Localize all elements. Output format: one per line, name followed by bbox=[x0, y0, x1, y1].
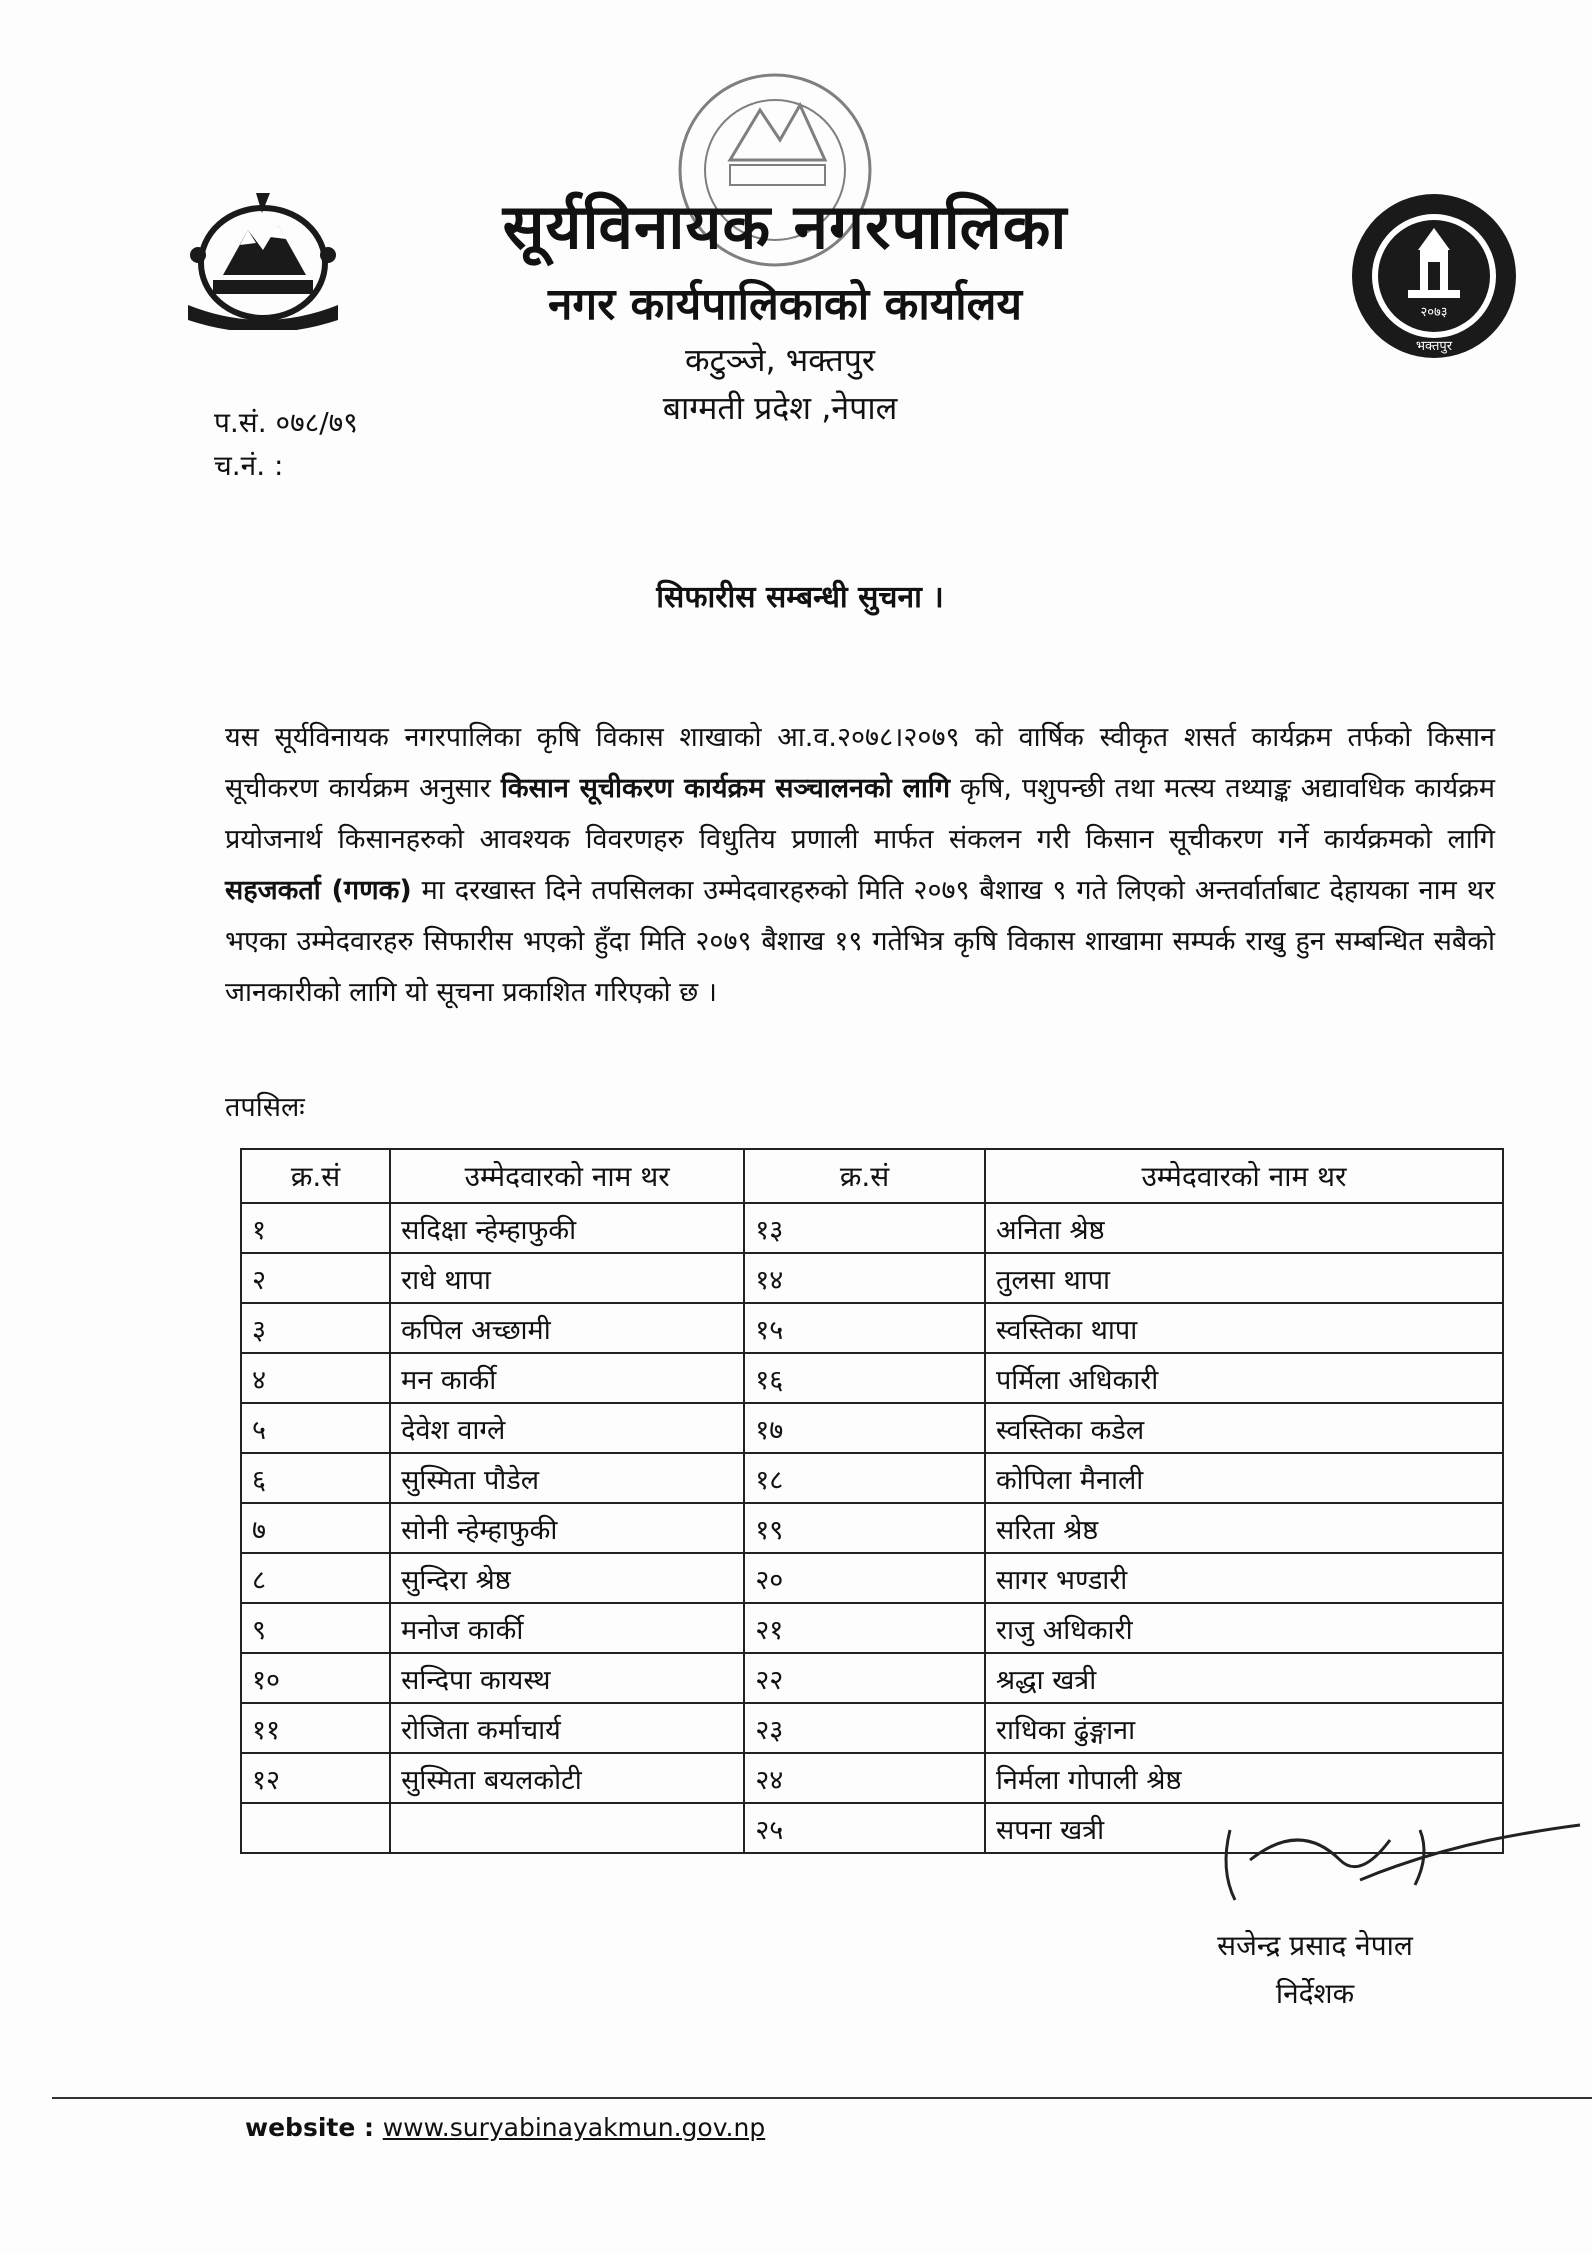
annex-label: तपसिलः bbox=[225, 1092, 305, 1123]
name-cell: मन कार्की bbox=[390, 1353, 744, 1403]
notice-body-bold2: सहजकर्ता (गणक) bbox=[225, 875, 412, 906]
candidates-table bbox=[240, 1148, 1504, 1854]
name-cell: स्वस्तिका कडेल bbox=[985, 1403, 1503, 1453]
website-link[interactable]: www.suryabinayakmun.gov.np bbox=[382, 2113, 766, 2142]
serial-cell: २२ bbox=[744, 1653, 985, 1703]
name-cell: श्रद्धा खत्री bbox=[985, 1653, 1503, 1703]
name-cell: सन्दिपा कायस्थ bbox=[390, 1653, 744, 1703]
name-cell: अनिता श्रेष्ठ bbox=[985, 1203, 1503, 1253]
name-cell: सागर भण्डारी bbox=[985, 1553, 1503, 1603]
office-address-line1: कटुञ्जे, भक्तपुर bbox=[685, 341, 875, 379]
serial-cell: १ bbox=[241, 1203, 390, 1253]
notice-body bbox=[225, 712, 1495, 1018]
serial-cell: १६ bbox=[744, 1353, 985, 1403]
notice-title: सिफारीस सम्बन्धी सुचना । bbox=[656, 580, 944, 615]
header-name-left: उम्मेदवारको नाम थर bbox=[390, 1149, 744, 1203]
header-serial-left: क्र.सं bbox=[241, 1149, 390, 1203]
table-row bbox=[241, 1753, 1503, 1803]
name-cell: सोनी न्हेम्हाफुकी bbox=[390, 1503, 744, 1553]
serial-cell: १९ bbox=[744, 1503, 985, 1553]
name-cell: देवेश वाग्ले bbox=[390, 1403, 744, 1453]
serial-cell: २५ bbox=[744, 1803, 985, 1853]
serial-cell: ४ bbox=[241, 1353, 390, 1403]
name-cell: पर्मिला अधिकारी bbox=[985, 1353, 1503, 1403]
table-row bbox=[241, 1503, 1503, 1553]
header-serial-right: क्र.सं bbox=[744, 1149, 985, 1203]
table-row bbox=[241, 1553, 1503, 1603]
serial-cell: ७ bbox=[241, 1503, 390, 1553]
table-row bbox=[241, 1653, 1503, 1703]
table-row bbox=[241, 1403, 1503, 1453]
name-cell: सुस्मिता पौडेल bbox=[390, 1453, 744, 1503]
name-cell: रोजिता कर्माचार्य bbox=[390, 1703, 744, 1753]
office-subtitle: नगर कार्यपालिकाको कार्यालय bbox=[548, 279, 1022, 330]
serial-cell: १८ bbox=[744, 1453, 985, 1503]
signatory-designation: निर्देशक bbox=[1275, 1977, 1355, 2010]
name-cell: सरिता श्रेष्ठ bbox=[985, 1503, 1503, 1553]
serial-cell: २ bbox=[241, 1253, 390, 1303]
serial-cell bbox=[241, 1803, 390, 1853]
footer-website bbox=[245, 2108, 765, 2148]
serial-cell: २१ bbox=[744, 1603, 985, 1653]
website-label: website : bbox=[245, 2113, 383, 2142]
notice-body-part2: कृषि, पशुपन्छी तथा मत्स्य तथ्याङ्क अद्यावधिक कार्यक्रम प्रयोजनार्थ किसानहरुको आवश्यक विवरणहरु विधुतिय प्रणाली मार्फत संकलन गरी किसान सूचीकरण गर्ने कार्यक्रमको लागि bbox=[225, 773, 1495, 855]
table-header-row bbox=[241, 1149, 1503, 1203]
serial-cell: १० bbox=[241, 1653, 390, 1703]
serial-cell: १२ bbox=[241, 1753, 390, 1803]
name-cell: स्वस्तिका थापा bbox=[985, 1303, 1503, 1353]
table-row bbox=[241, 1453, 1503, 1503]
name-cell: राधिका ढुंङ्गाना bbox=[985, 1703, 1503, 1753]
seal-year: २०७३ bbox=[1420, 305, 1448, 320]
signatory-name: सजेन्द्र प्रसाद नेपाल bbox=[1217, 1929, 1413, 1962]
table-row bbox=[241, 1703, 1503, 1753]
serial-cell: १५ bbox=[744, 1303, 985, 1353]
dispatch-number: च.नं. : bbox=[214, 449, 284, 482]
table-row bbox=[241, 1253, 1503, 1303]
serial-cell: ३ bbox=[241, 1303, 390, 1353]
name-cell: तुलसा थापा bbox=[985, 1253, 1503, 1303]
serial-cell: ११ bbox=[241, 1703, 390, 1753]
serial-cell: १३ bbox=[744, 1203, 985, 1253]
name-cell: सुन्दिरा श्रेष्ठ bbox=[390, 1553, 744, 1603]
serial-cell: २३ bbox=[744, 1703, 985, 1753]
notice-body-bold1: किसान सूचीकरण कार्यक्रम सञ्चालनको लागि bbox=[500, 773, 951, 804]
seal-bottom-text: भक्तपुर bbox=[1415, 339, 1453, 354]
name-cell: सदिक्षा न्हेम्हाफुकी bbox=[390, 1203, 744, 1253]
serial-cell: ५ bbox=[241, 1403, 390, 1453]
name-cell: सपना खत्री bbox=[985, 1803, 1503, 1853]
name-cell: सुस्मिता बयलकोटी bbox=[390, 1753, 744, 1803]
notice-body-part1: यस सूर्यविनायक नगरपालिका कृषि विकास शाखाको आ.व.२०७८।२०७९ को वार्षिक स्वीकृत शसर्त कार्यक्रम तर्फको किसान सूचीकरण कार्यक्रम अनुसार bbox=[225, 722, 1495, 804]
footer-divider bbox=[52, 2097, 1592, 2099]
suryabinayak-municipality-seal bbox=[1348, 190, 1520, 362]
letter-reference-number: प.सं. ०७८/७९ bbox=[214, 406, 358, 439]
name-cell: कपिल अच्छामी bbox=[390, 1303, 744, 1353]
table-row bbox=[241, 1303, 1503, 1353]
serial-cell: १४ bbox=[744, 1253, 985, 1303]
table-row bbox=[241, 1203, 1503, 1253]
name-cell: निर्मला गोपाली श्रेष्ठ bbox=[985, 1753, 1503, 1803]
notice-body-part3: मा दरखास्त दिने तपसिलका उम्मेदवारहरुको मिति २०७९ बैशाख ९ गते लिएको अन्तर्वार्ताबाट देहायका नाम थर भएका उम्मेदवारहरु सिफारीस भएको हुँदा मिति २०७९ बैशाख १९ गतेभित्र कृषि विकास शाखामा सम्पर्क राखु हुन सम्बन्धित सबैको जानकारीको लागि यो सूचना प्रकाशित गरिएको छ । bbox=[225, 875, 1495, 1008]
serial-cell: १७ bbox=[744, 1403, 985, 1453]
name-cell bbox=[390, 1803, 744, 1853]
office-title: सूर्यविनायक नगरपालिका bbox=[502, 190, 1068, 263]
name-cell: मनोज कार्की bbox=[390, 1603, 744, 1653]
table-row bbox=[241, 1603, 1503, 1653]
table-row bbox=[241, 1353, 1503, 1403]
name-cell: राधे थापा bbox=[390, 1253, 744, 1303]
header-name-right: उम्मेदवारको नाम थर bbox=[985, 1149, 1503, 1203]
handwritten-signature bbox=[1190, 1800, 1590, 1920]
serial-cell: ९ bbox=[241, 1603, 390, 1653]
serial-cell: ६ bbox=[241, 1453, 390, 1503]
serial-cell: २४ bbox=[744, 1753, 985, 1803]
nepal-government-emblem bbox=[178, 185, 348, 330]
office-address-line2: बाग्मती प्रदेश ,नेपाल bbox=[662, 389, 898, 427]
serial-cell: ८ bbox=[241, 1553, 390, 1603]
name-cell: राजु अधिकारी bbox=[985, 1603, 1503, 1653]
serial-cell: २० bbox=[744, 1553, 985, 1603]
name-cell: कोपिला मैनाली bbox=[985, 1453, 1503, 1503]
